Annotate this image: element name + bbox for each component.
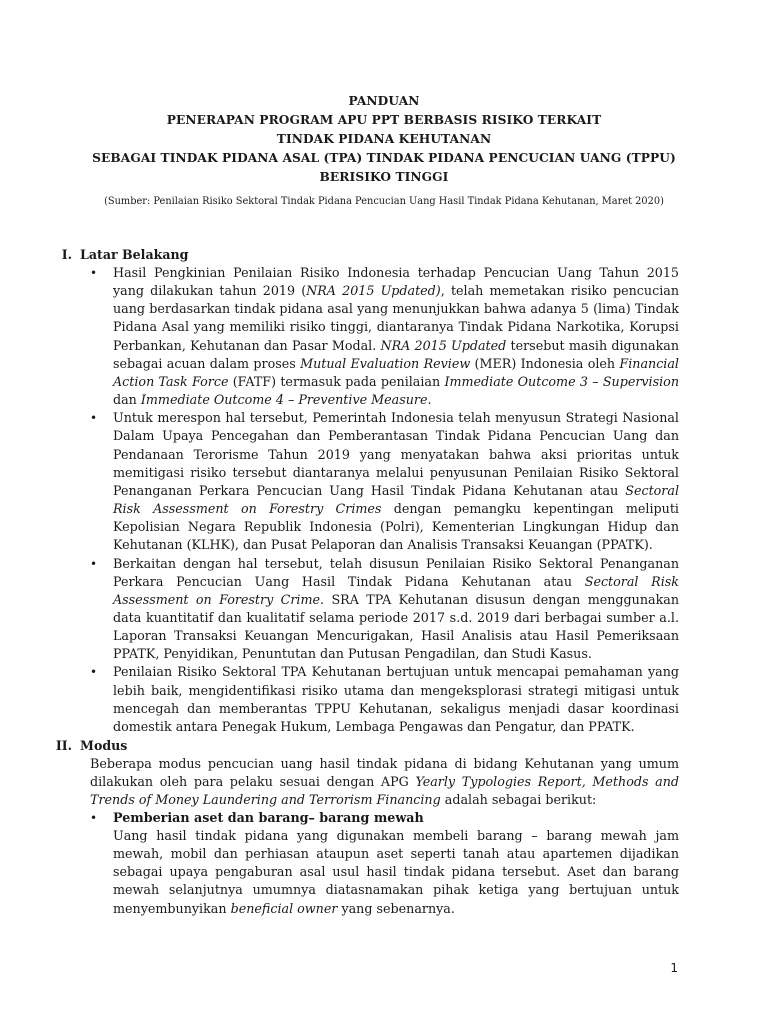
text-run: (MER) Indonesia oleh — [470, 355, 620, 371]
bullet-icon: • — [90, 556, 98, 571]
text-run: tersebut masih digunakan sebagai acuan dalam proses — [113, 337, 680, 371]
italic-term: Yearly Typologies Report, Methods and Trends of Money Laundering and Terrorism Financing — [90, 774, 680, 808]
section-heading-latar-belakang — [50, 246, 350, 264]
italic-term: Mutual Evaluation Review — [300, 355, 471, 371]
text-run: Berkaitan dengan hal tersebut, telah disusun Penilaian Risiko Sektoral Penanganan Perkara Pencucian Uang Hasil Tindak Pidana Kehutanan atau — [113, 555, 679, 589]
text-run: Penilaian Risiko Sektoral TPA Kehutanan bertujuan untuk mencapai pemahaman yang lebih baik, mengidentifikasi risiko utama dan mengeksplorasi strategi mitigasi untuk mencegah dan memberantas TPPU Kehutanan, sekaligus menjadi dasar koordinasi domestik antara Penegak Hukum, Lembaga Pengawas dan Pengatur, dan PPATK. — [113, 664, 679, 734]
section-number: I. — [61, 247, 72, 262]
text-run: Untuk merespon hal tersebut, Pemerintah Indonesia telah menyusun Strategi Nasional Dalam Upaya Pencegahan dan Pemberantasan Tindak Pidana Pencucian Uang dan Pendanaan Terorisme Tahun 2019 yang menyatakan bahwa aksi prioritas untuk memitigasi risiko tersebut diantaranya melalui penyusunan Penilaian Risiko Sektoral Penanganan Perkara Pencucian Uang Hasil Tindak Pidana Kehutanan atau — [113, 410, 679, 498]
italic-term: Sectoral Risk Assessment on Forestry Crimes — [113, 482, 679, 517]
italic-term: Immediate Outcome 3 – Supervision — [444, 373, 679, 389]
modus-sub-paragraph — [113, 827, 679, 918]
modus-intro-paragraph — [90, 755, 679, 809]
title-line: PENERAPAN PROGRAM APU PPT BERBASIS RISIKO TERKAIT — [166, 113, 602, 127]
italic-term: NRA 2015 Updated — [380, 337, 507, 353]
text-run: yang sebenarnya. — [337, 900, 455, 916]
bullet-icon: • — [90, 411, 98, 426]
page-number: 1 — [670, 961, 678, 975]
list-item — [90, 555, 679, 664]
title-line: TINDAK PIDANA KEHUTANAN — [276, 132, 492, 146]
text-run: . — [427, 392, 432, 408]
section-heading-modus — [50, 737, 350, 755]
list-item — [90, 409, 679, 554]
sub-bullet-label: Pemberian aset dan barang– barang mewah — [113, 810, 424, 825]
text-run: adalah sebagai berikut: — [440, 792, 597, 808]
italic-term: Sectoral Risk Assessment on Forestry Crime — [113, 573, 679, 607]
list-item — [90, 264, 679, 409]
text-run: Beberapa modus pencucian uang hasil tindak pidana di bidang Kehutanan yang umum dilakukan oleh para pelaku sesuai dengan APG — [90, 756, 679, 790]
italic-term: Financial Action Task Force — [113, 355, 679, 389]
title-line: BERISIKO TINGGI — [319, 170, 449, 184]
text-run: (FATF) termasuk pada penilaian — [228, 373, 445, 389]
section-title: Modus — [80, 738, 128, 753]
section-title: Latar Belakang — [80, 247, 189, 262]
text-run: dan — [113, 392, 141, 408]
bullet-icon: • — [90, 811, 98, 825]
source-note: (Sumber: Penilaian Risiko Sektoral Tindak Pidana Pencucian Uang Hasil Tindak Pidana Kehutanan, Maret 2020) — [104, 196, 664, 207]
italic-term: beneficial owner — [230, 900, 338, 916]
modus-sub-bullet — [90, 809, 679, 827]
section-number: II. — [55, 738, 72, 753]
text-run: Hasil Pengkinian Penilaian Risiko Indonesia terhadap Pencucian Uang Tahun 2015 yang dilakukan tahun 2019 ( — [113, 265, 679, 299]
title-line: SEBAGAI TINDAK PIDANA ASAL (TPA) TINDAK PIDANA PENCUCIAN UANG (TPPU) — [92, 151, 676, 165]
italic-term: Immediate Outcome 4 – Preventive Measure — [140, 392, 428, 408]
italic-term: NRA 2015 Updated) — [306, 283, 441, 299]
bullet-icon: • — [90, 665, 98, 680]
title-line: PANDUAN — [348, 94, 420, 108]
text-run: , telah memetakan risiko pencucian uang berdasarkan tindak pidana asal yang menunjukkan bahwa adanya 5 (lima) Tindak Pidana Asal yang memiliki risiko tinggi, diantaranya Tindak Pidana Narkotika, Korupsi Perbankan, Kehutanan dan Pasar Modal. — [113, 283, 679, 353]
latar-belakang-list — [90, 264, 679, 736]
text-run: . SRA TPA Kehutanan disusun dengan menggunakan data kuantitatif dan kualitatif selama periode 2017 s.d. 2019 dari berbagai sumber a.l. Laporan Transaksi Keuangan Mencurigakan, Hasil Analisis atau Hasil Pemeriksaan PPATK, Penyidikan, Penuntutan dan Putusan Pengadilan, dan Studi Kasus. — [113, 591, 679, 662]
list-item — [90, 663, 679, 736]
document-title — [0, 92, 768, 187]
text-run: dengan pemangku kepentingan meliputi Kepolisian Negara Republik Indonesia (Polri), Kementerian Lingkungan Hidup dan Kehutanan (KLHK), dan Pusat Pelaporan dan Analisis Transaksi Keuangan (PPATK). — [113, 501, 679, 553]
bullet-icon: • — [90, 266, 98, 280]
text-run: Uang hasil tindak pidana yang digunakan membeli barang – barang mewah jam mewah, mobil dan perhiasan ataupun aset seperti tanah atau apartemen dijadikan sebagai upaya pengaburan asal usul hasil tindak pidana tersebut. Aset dan barang mewah selanjutnya umumnya diatasnamakan pihak ketiga yang bertujuan untuk menyembunyikan — [113, 828, 679, 916]
